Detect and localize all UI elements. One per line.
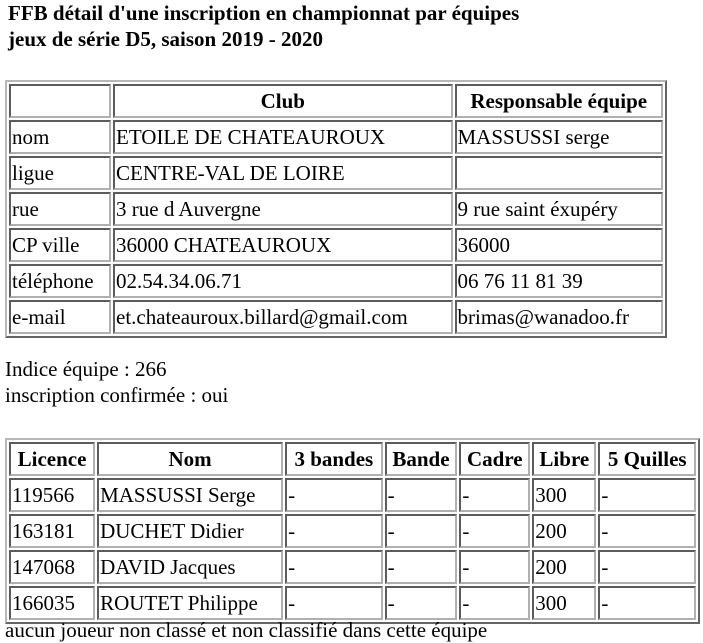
club-table-header-empty bbox=[9, 84, 111, 118]
table-row bbox=[9, 514, 696, 548]
player-3-bandes: - bbox=[285, 478, 383, 512]
player-bande: - bbox=[385, 550, 458, 584]
player-cadre: - bbox=[459, 586, 530, 620]
table-row bbox=[9, 228, 663, 262]
player-libre: 200 bbox=[532, 550, 596, 584]
header-nom: Nom bbox=[97, 442, 283, 476]
player-cadre: - bbox=[459, 478, 530, 512]
table-row bbox=[9, 192, 663, 226]
header-3-bandes: 3 bandes bbox=[285, 442, 383, 476]
responsable-name: MASSUSSI serge bbox=[455, 120, 664, 154]
table-row bbox=[9, 120, 663, 154]
players-table bbox=[5, 438, 700, 624]
player-bande: - bbox=[385, 586, 458, 620]
club-email: et.chateauroux.billard@gmail.com bbox=[113, 300, 453, 334]
header-licence: Licence bbox=[9, 442, 95, 476]
row-label: CP ville bbox=[9, 228, 111, 262]
table-row bbox=[9, 478, 696, 512]
club-table-header-club: Club bbox=[113, 84, 453, 118]
player-3-bandes: - bbox=[285, 514, 383, 548]
row-label: e-mail bbox=[9, 300, 111, 334]
table-row bbox=[9, 586, 696, 620]
player-libre: 300 bbox=[532, 478, 596, 512]
player-licence: 147068 bbox=[9, 550, 95, 584]
player-cadre: - bbox=[459, 514, 530, 548]
team-index: Indice équipe : 266 bbox=[5, 357, 167, 381]
footer-note: aucun joueur non classé et non classifié dans cette équipe bbox=[5, 618, 488, 642]
club-phone: 02.54.34.06.71 bbox=[113, 264, 453, 298]
table-row bbox=[9, 550, 696, 584]
player-libre: 200 bbox=[532, 514, 596, 548]
player-5-quilles: - bbox=[598, 550, 696, 584]
responsable-ligue bbox=[455, 156, 664, 190]
page-title-line1: FFB détail d'une inscription en championnat par équipes bbox=[8, 1, 520, 25]
player-name: MASSUSSI Serge bbox=[97, 478, 283, 512]
responsable-street: 9 rue saint éxupéry bbox=[455, 192, 664, 226]
player-name: DUCHET Didier bbox=[97, 514, 283, 548]
registration-confirmed: inscription confirmée : oui bbox=[5, 383, 229, 407]
player-licence: 166035 bbox=[9, 586, 95, 620]
header-5-quilles: 5 Quilles bbox=[598, 442, 696, 476]
row-label: téléphone bbox=[9, 264, 111, 298]
club-ligue: CENTRE-VAL DE LOIRE bbox=[113, 156, 453, 190]
player-licence: 119566 bbox=[9, 478, 95, 512]
page-title bbox=[8, 0, 519, 52]
players-table-header-row bbox=[9, 442, 696, 476]
player-bande: - bbox=[385, 478, 458, 512]
player-name: ROUTET Philippe bbox=[97, 586, 283, 620]
responsable-phone: 06 76 11 81 39 bbox=[455, 264, 664, 298]
page-title-line2: jeux de série D5, saison 2019 - 2020 bbox=[8, 27, 323, 51]
header-bande: Bande bbox=[385, 442, 458, 476]
table-row bbox=[9, 156, 663, 190]
table-row bbox=[9, 264, 663, 298]
player-cadre: - bbox=[459, 550, 530, 584]
player-5-quilles: - bbox=[598, 478, 696, 512]
player-3-bandes: - bbox=[285, 550, 383, 584]
club-table-header-row bbox=[9, 84, 663, 118]
header-libre: Libre bbox=[532, 442, 596, 476]
club-table-header-responsable: Responsable équipe bbox=[455, 84, 664, 118]
player-5-quilles: - bbox=[598, 514, 696, 548]
player-libre: 300 bbox=[532, 586, 596, 620]
player-licence: 163181 bbox=[9, 514, 95, 548]
club-postcode-city: 36000 CHATEAUROUX bbox=[113, 228, 453, 262]
player-3-bandes: - bbox=[285, 586, 383, 620]
table-row bbox=[9, 300, 663, 334]
row-label: rue bbox=[9, 192, 111, 226]
row-label: ligue bbox=[9, 156, 111, 190]
player-5-quilles: - bbox=[598, 586, 696, 620]
responsable-email: brimas@wanadoo.fr bbox=[455, 300, 664, 334]
player-name: DAVID Jacques bbox=[97, 550, 283, 584]
responsable-postcode-city: 36000 bbox=[455, 228, 664, 262]
player-bande: - bbox=[385, 514, 458, 548]
club-street: 3 rue d Auvergne bbox=[113, 192, 453, 226]
row-label: nom bbox=[9, 120, 111, 154]
club-info-table bbox=[5, 80, 667, 338]
header-cadre: Cadre bbox=[459, 442, 530, 476]
club-name: ETOILE DE CHATEAUROUX bbox=[113, 120, 453, 154]
